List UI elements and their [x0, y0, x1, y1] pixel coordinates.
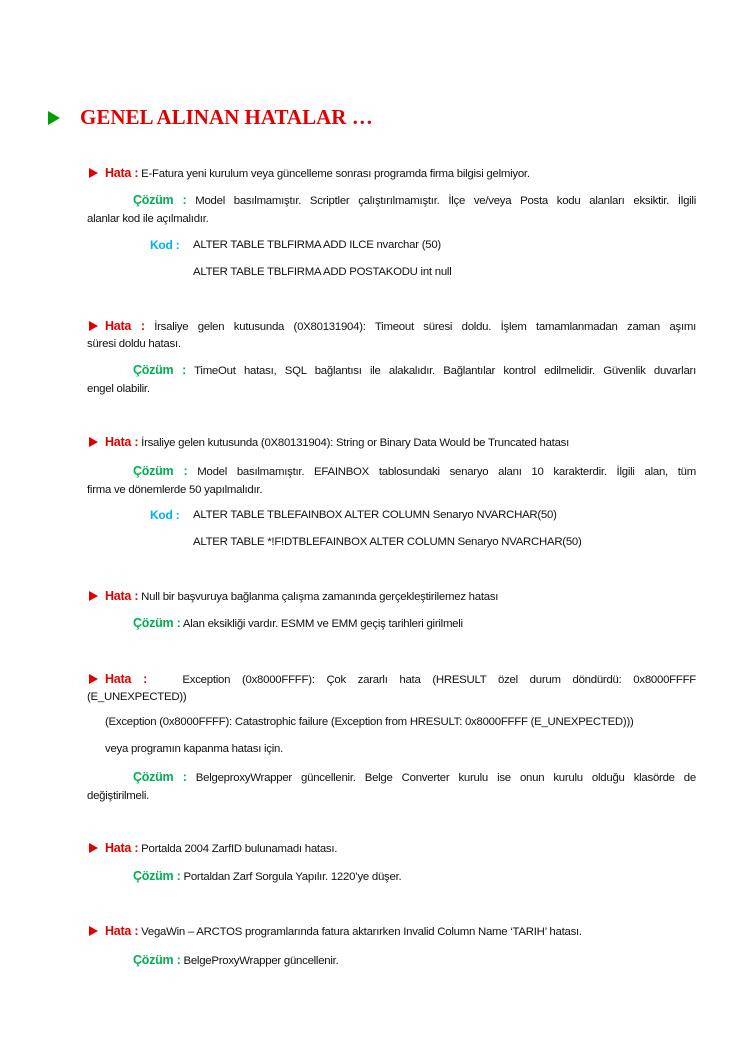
error-2-line: Hata : İrsaliye gelen kutusunda (0X80131904): Timeout süresi doldu. İşlem tamamlanmadan zaman aşımı — [105, 319, 697, 333]
error-5-extra2: veya programın kapanma hatası için. — [105, 743, 284, 755]
error-3-line: Hata : İrsaliye gelen kutusunda (0X80131904): String or Binary Data Would be Truncated hatası — [105, 435, 570, 449]
code-label: Kod : — [150, 238, 180, 252]
error-7-line: Hata : VegaWin – ARCTOS programlarında fatura aktarırken Invalid Column Name ‘TARIH’ hatası. — [105, 924, 582, 938]
page-title: GENEL ALINAN HATALAR … — [80, 105, 373, 129]
solution-3-line: Çözüm : Model basılmamıştır. EFAINBOX tablosundaki senaryo alanı 10 karakterdir. İlgili alan, tüm — [133, 464, 696, 478]
solution-2-line2: engel olabilir. — [87, 383, 150, 395]
solution-2-line: Çözüm : TimeOut hatası, SQL bağlantısı ile alakalıdır. Bağlantılar kontrol edilmelidir. Güvenlik duvarları — [133, 363, 696, 377]
code-line: ALTER TABLE TBLFIRMA ADD POSTAKODU int null — [193, 266, 452, 278]
bullet-icon — [89, 591, 98, 601]
title-bullet-icon — [48, 111, 60, 125]
solution-1-line2: alanlar kod ile açılmalıdır. — [87, 213, 209, 225]
solution-3-line2: firma ve dönemlerde 50 yapılmalıdır. — [87, 484, 263, 496]
code-line: ALTER TABLE *!F!DTBLEFAINBOX ALTER COLUMN Senaryo NVARCHAR(50) — [193, 536, 582, 548]
error-5-extra: (Exception (0x8000FFFF): Catastrophic failure (Exception from HRESULT: 0x8000FFFF (E_UNEXPECTED))) — [105, 716, 634, 728]
bullet-icon — [89, 843, 98, 853]
code-label: Kod : — [150, 508, 180, 522]
code-line: ALTER TABLE TBLFIRMA ADD ILCE nvarchar (50) — [193, 239, 441, 251]
bullet-icon — [89, 674, 98, 684]
bullet-icon — [89, 168, 98, 178]
error-6-line: Hata : Portalda 2004 ZarfID bulunamadı hatası. — [105, 841, 338, 855]
solution-7-line: Çözüm : BelgeProxyWrapper güncellenir. — [133, 953, 339, 967]
solution-5-line2: değiştirilmeli. — [87, 790, 150, 802]
bullet-icon — [89, 437, 98, 447]
code-line: ALTER TABLE TBLEFAINBOX ALTER COLUMN Senaryo NVARCHAR(50) — [193, 509, 557, 521]
bullet-icon — [89, 926, 98, 936]
error-4-line: Hata : Null bir başvuruya bağlanma çalışma zamanında gerçekleştirilemez hatası — [105, 589, 499, 603]
error-1-line: Hata : E-Fatura yeni kurulum veya güncelleme sonrası programda firma bilgisi gelmiyor. — [105, 166, 530, 180]
error-2-line2: süresi doldu hatası. — [87, 338, 181, 350]
bullet-icon — [89, 321, 98, 331]
solution-4-line: Çözüm : Alan eksikliği vardır. ESMM ve EMM geçiş tarihleri girilmeli — [133, 616, 463, 630]
error-5-line2: (E_UNEXPECTED)) — [87, 691, 187, 703]
solution-1-line: Çözüm : Model basılmamıştır. Scriptler çalıştırılmamıştır. İlçe ve/veya Posta kodu alanları eksiktir. İlgili — [133, 193, 696, 207]
solution-6-line: Çözüm : Portaldan Zarf Sorgula Yapılır. 1220’ye düşer. — [133, 869, 402, 883]
error-5-line: Hata : Exception (0x8000FFFF): Çok zararlı hata (HRESULT özel durum döndürdü: 0x8000FFFF — [105, 672, 697, 686]
solution-5-line: Çözüm : BelgeproxyWrapper güncellenir. Belge Converter kurulu ise onun kurulu olduğu klasörde de — [133, 770, 696, 784]
